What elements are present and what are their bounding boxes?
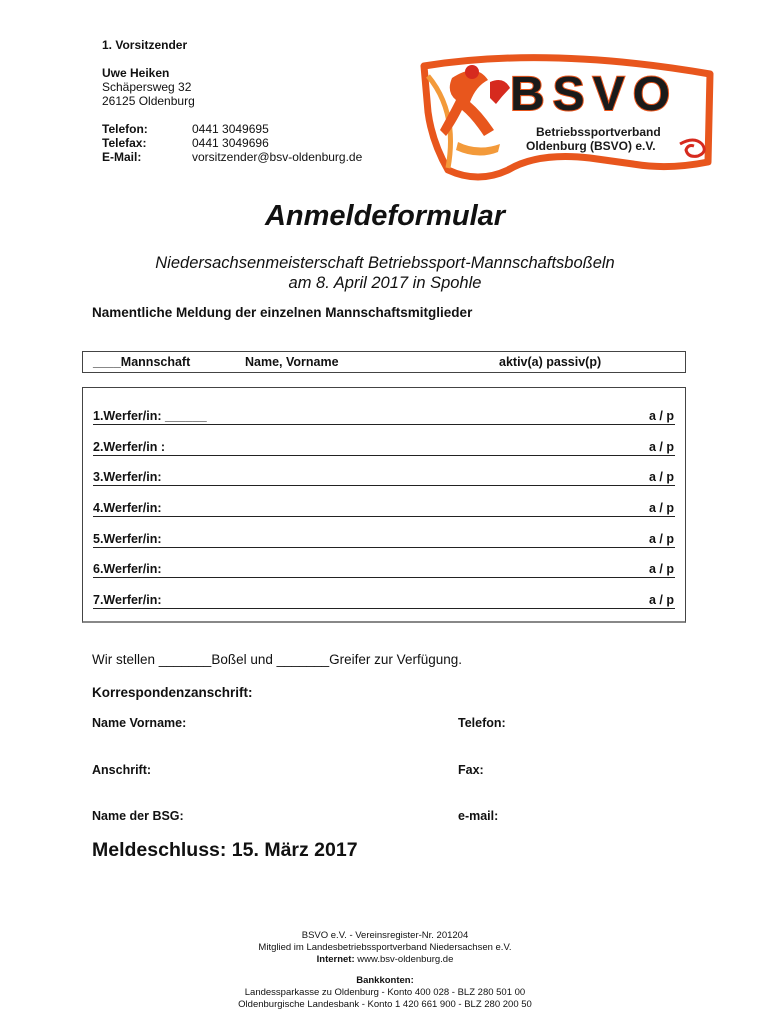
event-subtitle [0, 253, 770, 293]
logo-line2: Oldenburg (BSVO) e.V. [526, 139, 656, 153]
thrower-row[interactable] [93, 590, 675, 609]
fax-label: Telefax: [102, 136, 147, 150]
thrower-label: 7.Werfer/in: [93, 593, 162, 607]
footer-membership: Mitglied im Landesbetriebssportverband Niedersachsen e.V. [258, 942, 512, 953]
thrower-row[interactable] [93, 467, 675, 486]
thrower-row[interactable] [93, 437, 675, 456]
contact-phone-row [102, 122, 362, 136]
thrower-label: 4.Werfer/in: [93, 501, 162, 515]
logo-abbr: BSVO [510, 68, 679, 121]
bsvo-logo [418, 52, 716, 184]
contact-street: Schäpersweg 32 [102, 80, 192, 94]
thrower-row[interactable] [93, 406, 675, 425]
thrower-row[interactable] [93, 498, 675, 517]
thrower-list [82, 387, 686, 623]
team-table-header [82, 351, 686, 373]
footer-bank-2: Oldenburgische Landesbank - Konto 1 420 661 900 - BLZ 280 200 50 [238, 999, 532, 1010]
internet-link[interactable]: www.bsv-oldenburg.de [357, 954, 454, 965]
active-passive-option: a / p [648, 470, 674, 484]
bsg-field-label: Name der BSG: [92, 809, 184, 823]
logo-graphic [418, 52, 716, 184]
page-title: Anmeldeformular [264, 200, 506, 232]
header-name: Name, Vorname [245, 355, 339, 369]
footer-bank-1: Landessparkasse zu Oldenburg - Konto 400 028 - BLZ 280 501 00 [244, 987, 526, 998]
footer-bank-heading: Bankkonten: [356, 975, 414, 986]
email-value: vorsitzender@bsv-oldenburg.de [192, 150, 363, 164]
thrower-label: 5.Werfer/in: [93, 532, 162, 546]
section-heading: Namentliche Meldung der einzelnen Mannschaftsmitglieder [92, 305, 473, 320]
subtitle-line-1: Niedersachsenmeisterschaft Betriebssport-Mannschaftsboßeln [155, 254, 615, 272]
header-status: aktiv(a) passiv(p) [499, 355, 602, 369]
correspondence-heading: Korrespondenzanschrift: [92, 685, 253, 700]
active-passive-option: a / p [648, 501, 674, 515]
email-label: E-Mail: [102, 150, 142, 164]
active-passive-option: a / p [648, 409, 674, 423]
footer-registry: BSVO e.V. - Vereinsregister-Nr. 201204 [301, 930, 469, 941]
footer-internet [0, 954, 770, 966]
active-passive-option: a / p [648, 532, 674, 546]
address-field-label: Anschrift: [92, 763, 152, 777]
thrower-label: 3.Werfer/in: [93, 470, 162, 484]
contact-role: 1. Vorsitzender [102, 38, 188, 52]
fax-field-label: Fax: [458, 763, 484, 777]
active-passive-option: a / p [648, 562, 674, 576]
thrower-row[interactable] [93, 559, 675, 578]
contact-city: 26125 Oldenburg [102, 94, 195, 108]
logo-line1: Betriebssportverband [536, 125, 661, 139]
name-field-label: Name Vorname: [92, 716, 187, 730]
equipment-provision-text: Wir stellen _______Boßel und _______Greifer zur Verfügung. [92, 652, 462, 667]
phone-value: 0441 3049695 [192, 122, 269, 136]
deadline: Meldeschluss: 15. März 2017 [92, 839, 358, 861]
subtitle-line-2: am 8. April 2017 in Spohle [288, 274, 482, 292]
fax-value: 0441 3049696 [192, 136, 269, 150]
active-passive-option: a / p [648, 440, 674, 454]
phone-label: Telefon: [102, 122, 148, 136]
contact-name: Uwe Heiken [102, 66, 170, 80]
thrower-label: 2.Werfer/in : [93, 440, 166, 454]
internet-label: Internet: [316, 954, 355, 965]
active-passive-option: a / p [648, 593, 674, 607]
header-team: ____Mannschaft [93, 355, 191, 369]
thrower-label: 1.Werfer/in: ______ [93, 409, 207, 423]
thrower-label: 6.Werfer/in: [93, 562, 162, 576]
contact-block [102, 38, 362, 164]
spiral-icon [680, 140, 704, 156]
email-field-label: e-mail: [458, 809, 499, 823]
thrower-row[interactable] [93, 529, 675, 548]
contact-fax-row [102, 136, 362, 150]
contact-email-row [102, 150, 362, 164]
phone-field-label: Telefon: [458, 716, 506, 730]
